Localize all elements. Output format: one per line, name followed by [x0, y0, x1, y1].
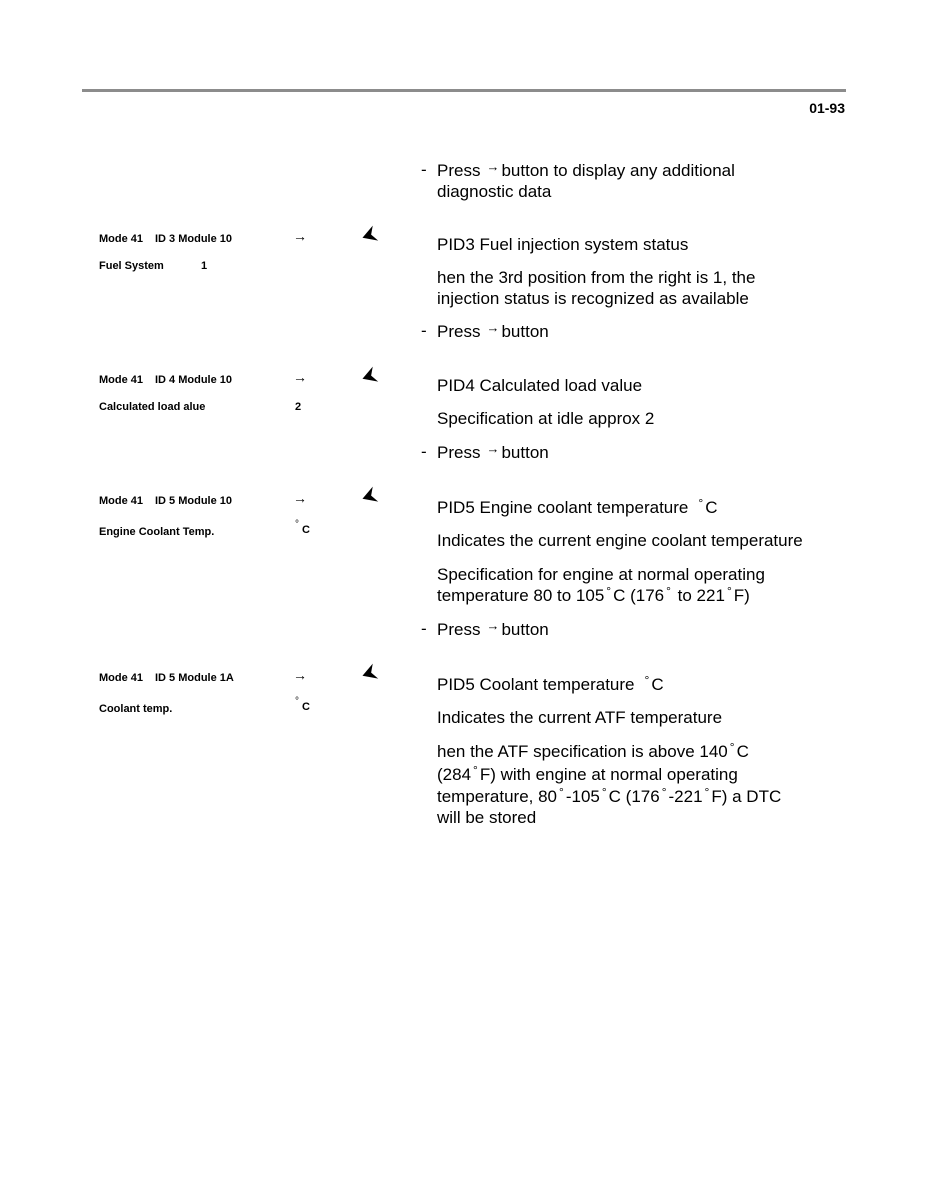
right-arrow-icon: → — [486, 441, 500, 456]
page-number: 01-93 — [809, 100, 845, 116]
pid3-desc: hen the 3rd position from the right is 1, the — [437, 268, 756, 287]
atf-note-line2: (284 ° F) with engine at normal operating — [437, 763, 738, 784]
pid3-title: PID3 Fuel injection system status — [437, 235, 689, 254]
right-arrow-icon: → — [293, 369, 307, 385]
row-id: ID 5 Module 1A — [155, 672, 234, 684]
atf-note-line3: temperature, 80 ° -105 ° C (176 ° -221 ° F) a DTC — [437, 785, 782, 806]
row-id: ID 4 Module 10 — [155, 374, 233, 386]
scan-tool-icon: ⮜ — [358, 222, 380, 248]
pid5b-desc: Indicates the current ATF temperature — [437, 708, 723, 727]
row-unit: ° C — [295, 519, 310, 536]
bullet-dash: - — [421, 160, 427, 179]
right-arrow-icon: → — [486, 618, 500, 633]
header-rule — [82, 89, 846, 92]
pid5b-title: PID5 Coolant temperature ° C — [437, 673, 664, 694]
right-arrow-icon: → — [293, 667, 307, 683]
scan-tool-icon: ⮜ — [358, 363, 380, 389]
atf-note: hen the ATF specification is above 140 ° C — [437, 740, 749, 761]
bullet-dash: - — [421, 442, 427, 461]
press-instruction: Press → button to display any additional — [437, 159, 735, 180]
bullet-dash: - — [421, 321, 427, 340]
atf-note-line4: will be stored — [437, 808, 537, 827]
scan-tool-icon: ⮜ — [358, 483, 380, 509]
scan-tool-icon: ⮜ — [358, 660, 380, 686]
bullet-dash: - — [421, 619, 427, 638]
row-label: Coolant temp. — [99, 703, 173, 715]
pid3-desc-cont: injection status is recognized as available — [437, 289, 749, 308]
pid5-desc: Indicates the current engine coolant temperature — [437, 531, 803, 550]
pid5-spec: Specification for engine at normal operating — [437, 565, 765, 584]
right-arrow-icon: → — [293, 228, 307, 244]
press-button-instruction: Press → button — [437, 618, 549, 639]
row-mode: Mode 41 — [99, 672, 144, 684]
row-label: Calculated load alue — [99, 401, 206, 413]
pid4-title: PID4 Calculated load value — [437, 376, 643, 395]
pid5-spec-cont: temperature 80 to 105 ° C (176 ° to 221 ° F) — [437, 584, 750, 605]
row-value: 1 — [201, 260, 208, 272]
right-arrow-icon: → — [486, 320, 500, 335]
row-id: ID 5 Module 10 — [155, 495, 233, 507]
row-id: ID 3 Module 10 — [155, 233, 233, 245]
press-instruction-cont: diagnostic data — [437, 182, 552, 201]
row-mode: Mode 41 — [99, 233, 144, 245]
row-value: 2 — [295, 401, 302, 413]
row-unit: ° C — [295, 696, 310, 713]
row-mode: Mode 41 — [99, 374, 144, 386]
pid4-spec: Specification at idle approx 2 — [437, 409, 655, 428]
press-button-instruction: Press → button — [437, 320, 549, 341]
row-label: Fuel System — [99, 260, 164, 272]
row-label: Engine Coolant Temp. — [99, 526, 215, 538]
press-button-instruction: Press → button — [437, 441, 549, 462]
row-mode: Mode 41 — [99, 495, 144, 507]
right-arrow-icon: → — [486, 159, 500, 174]
right-arrow-icon: → — [293, 490, 307, 506]
pid5-title: PID5 Engine coolant temperature ° C — [437, 496, 718, 517]
